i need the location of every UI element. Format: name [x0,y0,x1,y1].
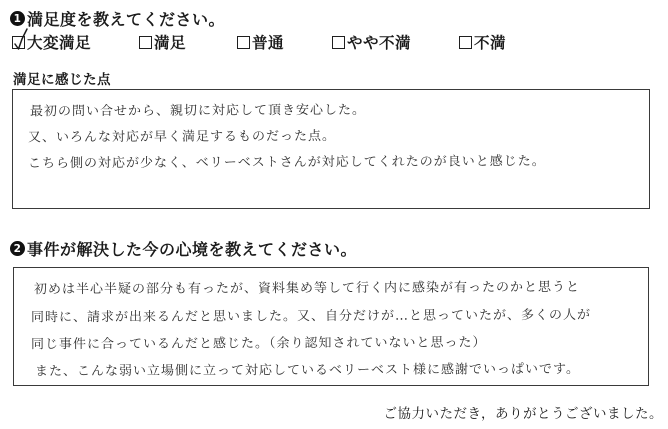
q2-answer-box [13,267,649,386]
option-label: やや不満 [347,35,412,52]
q1-answer-box [12,89,650,209]
handwritten-line: 又、いろんな対応が早く満足するものだった点。 [27,128,337,146]
circled-number-1-icon: 1 [10,11,25,26]
checkbox-icon[interactable] [237,36,250,49]
checkbox-icon[interactable] [332,36,345,49]
check-mark-icon [10,27,32,53]
question1-title [10,7,225,30]
handwritten-line: また、こんな弱い立場側に立って対応しているベリーベスト様に感謝でいっぱいです。 [34,361,581,380]
handwritten-line: 同じ事件に合っているんだと感じた。（余り認知されていないと思った） [30,335,487,353]
option-label: 満足 [154,35,187,52]
option-label: 大変満足 [27,35,92,52]
handwritten-line: 同時に、請求が出来るんだと思いました。又、自分だけが…と思っていたが、多くの人が [30,307,592,326]
checkbox-icon[interactable] [12,36,25,49]
option-satisfied[interactable] [139,31,186,53]
checkbox-icon[interactable] [459,36,472,49]
checkbox-icon[interactable] [139,36,152,49]
handwritten-line: こちら側の対応が少なく、ベリーベストさんが対応してくれたのが良いと感じた。 [27,154,546,172]
option-dissatisfied[interactable] [459,31,506,53]
handwritten-line: 最初の問い合せから、親切に対応して頂き安心した。 [29,102,367,120]
option-neutral[interactable] [237,31,284,53]
option-somewhat-dissatisfied[interactable] [332,31,411,53]
option-label: 普通 [252,35,285,52]
option-very-satisfied[interactable] [12,31,91,53]
handwritten-line: 初めは半心半疑の部分も有ったが、資料集め等して行く内に感染が有ったのかと思うと [33,279,581,298]
question2-title [10,237,357,260]
q1-answer-box-label: 満足に感じた点 [13,72,111,87]
question2-title-text: 事件が解決した今の心境を教えてください。 [27,242,358,259]
option-label: 不満 [474,35,507,52]
circled-number-2-icon: 2 [10,241,25,256]
thanks-note: ご協力いただき，ありがとうございました。 [383,406,663,421]
question1-title-text: 満足度を教えてください。 [27,12,226,29]
satisfaction-options [0,31,668,51]
